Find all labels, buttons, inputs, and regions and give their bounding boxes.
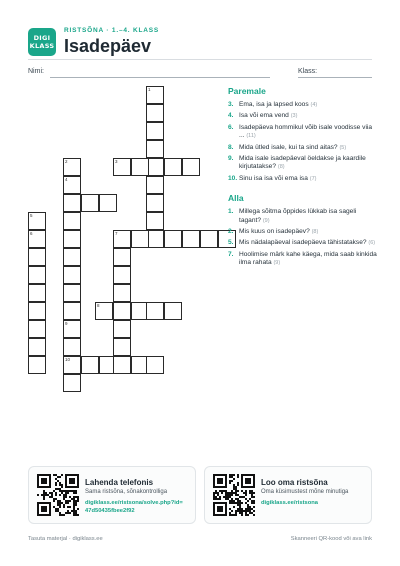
clue-item-text: Mida isale isadepäeval öeldakse ja kaardile kirjutatakse?	[239, 155, 366, 171]
clue-item-text-wrap	[239, 208, 378, 225]
solve-online-card[interactable]	[28, 466, 196, 524]
crossword-cell[interactable]	[200, 230, 218, 248]
name-field[interactable]	[50, 77, 270, 78]
card-title: Loo oma ristsõna	[261, 478, 328, 487]
crossword-cell[interactable]	[99, 194, 117, 212]
clue-item-length: (3)	[290, 113, 298, 120]
down-heading: Alla	[228, 193, 244, 204]
crossword-cell[interactable]	[28, 320, 46, 338]
clue-item-number: 8.	[228, 143, 234, 151]
crossword-cell[interactable]	[28, 248, 46, 266]
clue-item	[228, 144, 378, 152]
crossword-cell[interactable]	[63, 212, 81, 230]
crossword-cell[interactable]	[146, 86, 164, 104]
clue-item-length: (9)	[273, 260, 281, 267]
clue-number: 1	[148, 87, 151, 92]
crossword-cell[interactable]	[28, 302, 46, 320]
crossword-cell[interactable]	[113, 302, 131, 320]
clue-item	[228, 208, 378, 225]
crossword-cell[interactable]	[182, 158, 200, 176]
crossword-cell[interactable]	[81, 356, 99, 374]
clue-item-text-wrap	[239, 101, 378, 109]
clue-item-number: 7.	[228, 250, 234, 258]
crossword-cell[interactable]	[28, 212, 46, 230]
crossword-cell[interactable]	[95, 302, 113, 320]
crossword-cell[interactable]	[131, 158, 149, 176]
clue-item-number: 3.	[228, 101, 234, 108]
footer-right: Skanneeri QR-kood või ava link	[290, 536, 372, 542]
clue-item-text: Isa või ema vend	[239, 112, 289, 120]
crossword-cell[interactable]	[113, 284, 131, 302]
crossword-cell[interactable]	[146, 104, 164, 122]
clue-item-length: (8)	[311, 229, 319, 236]
crossword-cell[interactable]	[113, 356, 131, 374]
crossword-cell[interactable]	[28, 338, 46, 356]
crossword-cell[interactable]	[113, 266, 131, 284]
across-heading: Paremale	[228, 86, 266, 96]
crossword-cell[interactable]	[81, 194, 99, 212]
card-link[interactable]: digiklass.ee/ristsona	[261, 500, 319, 506]
digiklass-logo[interactable]	[28, 28, 56, 56]
clue-number: 2	[65, 159, 68, 164]
crossword-cell[interactable]	[146, 212, 164, 230]
crossword-cell[interactable]	[146, 140, 164, 158]
crossword-cell[interactable]	[113, 158, 131, 176]
crossword-cell[interactable]	[146, 176, 164, 194]
crossword-cell[interactable]	[28, 356, 46, 374]
clue-item-text: Mis kuus on isadepäev?	[239, 228, 310, 236]
crossword-cell[interactable]	[63, 230, 81, 248]
clues-panel	[228, 86, 378, 271]
clue-item-length: (5)	[339, 144, 347, 151]
crossword-cell[interactable]	[28, 284, 46, 302]
create-crossword-card[interactable]	[204, 466, 372, 524]
crossword-cell[interactable]	[63, 338, 81, 356]
clue-item	[228, 112, 378, 120]
logo-line1: DIGI	[33, 34, 51, 42]
clue-item-length: (9)	[262, 217, 270, 224]
clue-item-text-wrap	[239, 239, 378, 247]
clue-item-text: Mis nädalapäeval isadepäeva tähistatakse?	[239, 239, 367, 247]
clue-item-number: 5.	[228, 239, 234, 247]
name-label: Nimi:	[28, 68, 44, 75]
clue-item-text-wrap	[239, 124, 378, 141]
crossword-cell[interactable]	[63, 320, 81, 338]
clue-item-length: (11)	[246, 133, 256, 140]
crossword-cell[interactable]	[131, 230, 149, 248]
crossword-cell[interactable]	[28, 266, 46, 284]
clue-item-number: 2.	[228, 228, 234, 236]
clue-item-text: Hoolimise märk kahe käega, mida saab kinkida ilma rahata	[239, 250, 377, 267]
crossword-cell[interactable]	[146, 122, 164, 140]
crossword-cell[interactable]	[63, 158, 81, 176]
clue-item-text: Millega sõitma õppides lükkab isa sageli tagant?	[239, 208, 357, 224]
clue-item-text: Sinu isa isa või ema isa	[239, 174, 308, 182]
clue-item	[228, 251, 378, 268]
clue-item-text-wrap	[239, 175, 378, 183]
clue-number: 3	[115, 159, 118, 164]
crossword-cell[interactable]	[146, 356, 164, 374]
crossword-cell[interactable]	[63, 356, 81, 374]
clue-number: 10	[65, 357, 71, 362]
clue-item-number: 4.	[228, 112, 234, 120]
clue-item-text-wrap	[239, 144, 378, 152]
clue-item-length: (7)	[309, 175, 317, 182]
card-title: Lahenda telefonis	[85, 478, 154, 487]
card-subtitle: Sama ristsõna, sõnakontrolliga	[85, 489, 168, 495]
clue-item-number: 10.	[228, 174, 238, 182]
clue-number: 7	[115, 231, 118, 236]
qr-code-icon	[37, 474, 79, 516]
qr-code-icon	[213, 474, 255, 516]
logo-line2: KLASS	[29, 42, 55, 50]
clue-number: 8	[97, 303, 100, 308]
crossword-cell[interactable]	[63, 302, 81, 320]
clue-number: 5	[30, 213, 33, 218]
clue-item-number: 9.	[228, 155, 234, 163]
crossword-cell[interactable]	[113, 230, 131, 248]
crossword-cell[interactable]	[63, 194, 81, 212]
crossword-cell[interactable]	[63, 374, 81, 392]
crossword-cell[interactable]	[146, 302, 164, 320]
crossword-cell[interactable]	[28, 230, 46, 248]
clue-item	[228, 239, 378, 247]
crossword-cell[interactable]	[63, 266, 81, 284]
clue-item-text-wrap	[239, 251, 378, 268]
clue-item	[228, 228, 378, 236]
page-kicker: RISTSÕNA · 1.–4. KLASS	[64, 27, 160, 34]
crossword-cell[interactable]	[182, 230, 200, 248]
clue-item-text: Ema, isa ja lapsed koos	[239, 101, 309, 108]
class-label: Klass:	[298, 68, 318, 75]
clue-item-length: (4)	[310, 102, 318, 108]
crossword-cell[interactable]	[63, 284, 81, 302]
crossword-cell[interactable]	[164, 230, 182, 248]
footer-left: Tasuta materjal · digiklass.ee	[28, 536, 103, 542]
class-field[interactable]	[298, 77, 372, 78]
clue-number: 6	[30, 231, 33, 236]
clue-item-number: 1.	[228, 208, 234, 216]
clue-item-text: Mida ütled isale, kui ta sind aitas?	[239, 143, 338, 151]
crossword-cell[interactable]	[63, 176, 81, 194]
card-link[interactable]: digiklass.ee/ristsona/solve.php?id=47d50435fbee2f92	[85, 500, 183, 514]
crossword-cell[interactable]	[113, 248, 131, 266]
page-title: Isadepäev	[64, 36, 152, 56]
clue-item	[228, 175, 378, 183]
clue-item-text-wrap	[239, 112, 378, 120]
header-divider	[28, 59, 372, 60]
clue-item-length: (8)	[277, 164, 285, 171]
crossword-cell[interactable]	[113, 338, 131, 356]
clue-item	[228, 124, 378, 141]
crossword-cell[interactable]	[164, 158, 182, 176]
down-clue-list	[228, 208, 378, 267]
clue-item-length: (6)	[368, 240, 376, 247]
crossword-cell[interactable]	[146, 194, 164, 212]
crossword-cell[interactable]	[63, 248, 81, 266]
clue-item-text-wrap	[239, 155, 378, 172]
crossword-cell[interactable]	[113, 320, 131, 338]
clue-item-number: 6.	[228, 123, 234, 131]
across-clue-list	[228, 101, 378, 183]
clue-number: 4	[65, 177, 68, 182]
clue-item	[228, 101, 378, 109]
clue-item-text: Isadepäeva hommikul võib isale voodisse viia ...	[239, 123, 373, 140]
clue-number: 9	[65, 321, 68, 326]
card-subtitle: Oma küsimustest mõne minutiga	[261, 489, 349, 495]
crossword-cell[interactable]	[164, 302, 182, 320]
clue-item-text-wrap	[239, 228, 378, 236]
clue-item	[228, 155, 378, 172]
